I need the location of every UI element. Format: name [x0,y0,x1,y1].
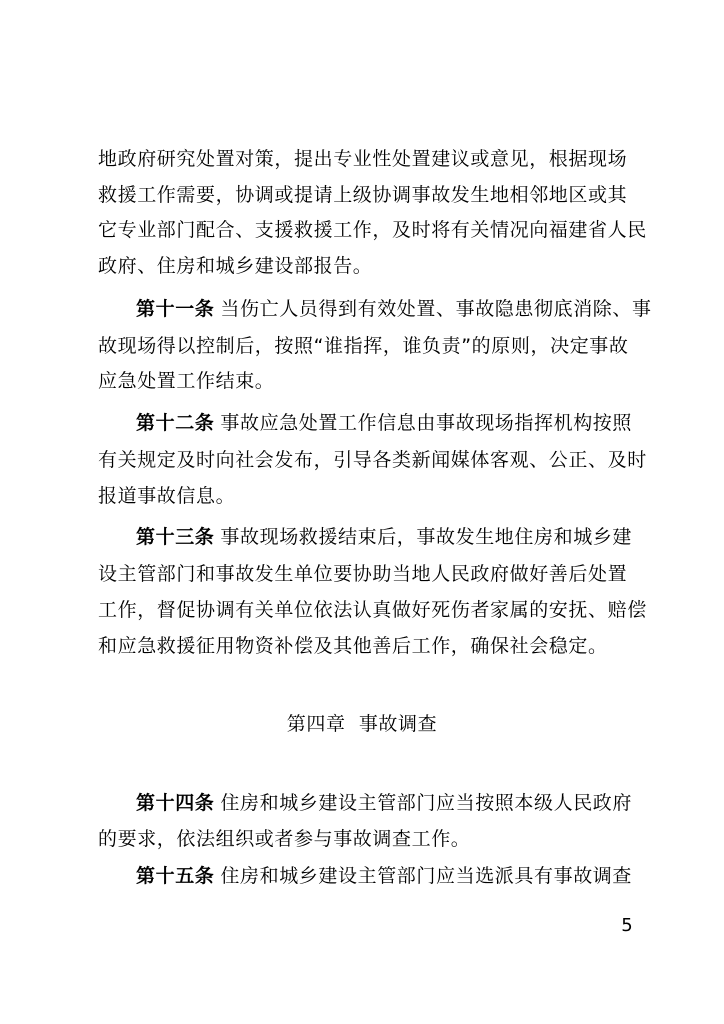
article-13-text: 事故现场救援结束后，事故发生地住房和城乡建 [220,526,633,548]
chapter-title: 第四章 事故调查 [286,713,438,735]
article-12-first-line [136,409,632,437]
paragraph-line: 它专业部门配合、支援救援工作，及时将有关情况向福建省人民 [98,219,647,241]
article-14-label: 第十四条 [136,792,215,814]
article-14-first-line [136,789,632,817]
article-11-text: 当伤亡人员得到有效处置、事故隐患彻底消除、事 [220,298,652,320]
article-12-label: 第十二条 [136,412,215,434]
article-14-text: 住房和城乡建设主管部门应当按照本级人民政府 [220,792,633,814]
article-11-first-line [136,295,652,323]
article-12-text: 事故应急处置工作信息由事故现场指挥机构按照 [220,412,633,434]
paragraph-line: 应急处置工作结束。 [98,370,275,392]
paragraph-line: 救援工作需要，协调或提请上级协调事故发生地相邻地区或其 [98,184,628,206]
paragraph-line: 地政府研究处置对策，提出专业性处置建议或意见，根据现场 [98,148,628,170]
paragraph-line: 设主管部门和事故发生单位要协助当地人民政府做好善后处置 [98,563,628,585]
article-15-text: 住房和城乡建设主管部门应当选派具有事故调查 [220,865,633,887]
page-number: 5 [621,915,633,936]
article-13-first-line [136,523,632,551]
article-15-label: 第十五条 [136,865,215,887]
article-15-first-line [136,862,632,890]
paragraph-line: 故现场得以控制后，按照“谁指挥，谁负责”的原则，决定事故 [98,335,629,357]
paragraph-line: 有关规定及时向社会发布，引导各类新闻媒体客观、公正、及时 [98,449,647,471]
article-13-label: 第十三条 [136,526,215,548]
paragraph-line: 的要求，依法组织或者参与事故调查工作。 [98,828,471,850]
paragraph-line: 和应急救援征用物资补偿及其他善后工作，确保社会稳定。 [98,635,608,657]
paragraph-line: 工作，督促协调有关单位依法认真做好死伤者家属的安抚、赔偿 [98,599,647,621]
article-11-label: 第十一条 [136,298,215,320]
paragraph-line: 政府、住房和城乡建设部报告。 [98,255,373,277]
paragraph-line: 报道事故信息。 [98,485,236,507]
